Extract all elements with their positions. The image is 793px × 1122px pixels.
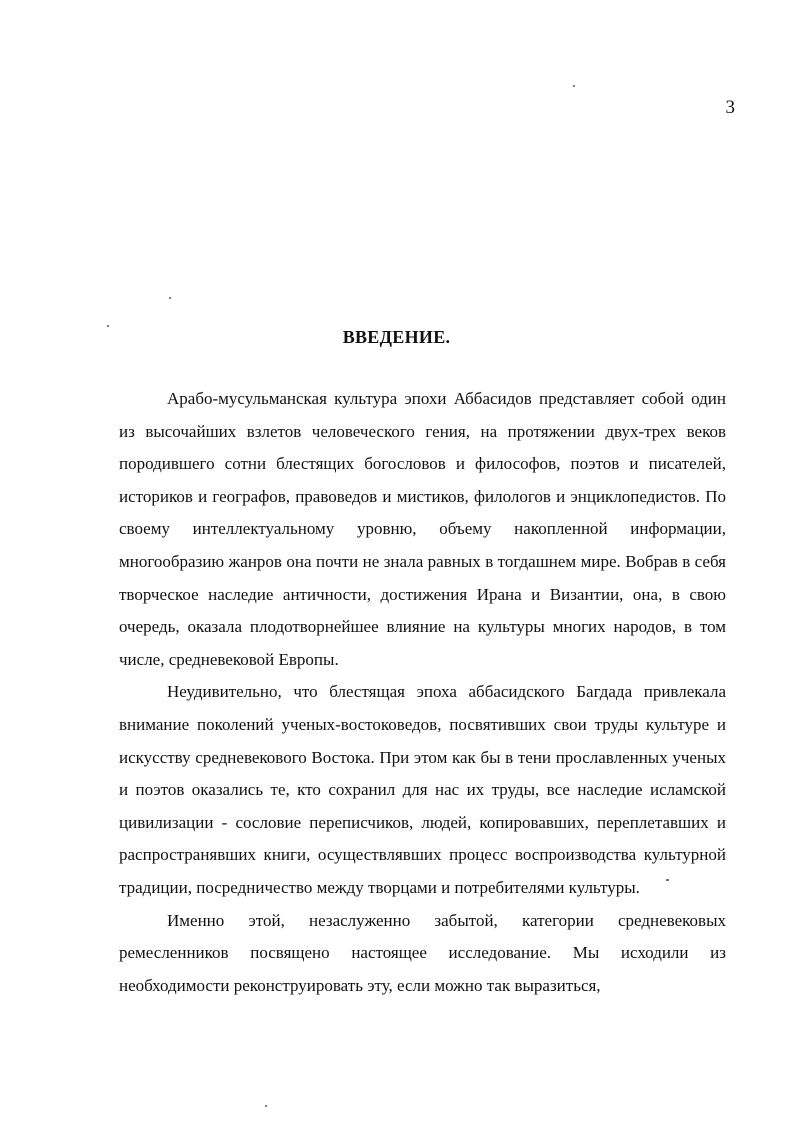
paragraph: Именно этой, незаслуженно забытой, категории средневековых ремесленников посвящено настоящее исследование. Мы исходили из необходимости реконструировать эту, если можно так выразиться, — [119, 910, 726, 995]
scan-speck — [107, 325, 109, 327]
scan-speck — [265, 1105, 267, 1107]
scan-speck — [666, 879, 669, 881]
section-heading: ВВЕДЕНИЕ. — [342, 327, 451, 347]
scan-speck — [573, 85, 575, 87]
body-text — [119, 383, 726, 1002]
page-number: 3 — [725, 97, 735, 118]
paragraph: Неудивительно, что блестящая эпоха аббасидского Багдада привлекала внимание поколений ученых-востоковедов, посвятивших свои труды культуре и искусству средневекового Востока. При этом как бы в тени прославленных ученых и поэтов оказались те, кто сохранил для нас их труды, все наследие исламской цивилизации - сословие переписчиков, людей, копировавших, переплетавших и распространявших книги, осуществлявших процесс воспроизводства культурной традиции, посредничество между творцами и потребителями культуры. — [119, 682, 726, 897]
paragraph: Арабо-мусульманская культура эпохи Аббасидов представляет собой один из высочайших взлетов человеческого гения, на протяжении двух-трех веков породившего сотни блестящих богословов и философов, поэтов и писателей, историков и географов, правоведов и мистиков, филологов и энциклопедистов. По своему интеллектуальному уровню, объему накопленной информации, многообразию жанров она почти не знала равных в тогдашнем мире. Вобрав в себя творческое наследие античности, достижения Ирана и Византии, она, в свою очередь, оказала плодотворнейшее влияние на культуры многих народов, в том числе, средневековой Европы. — [119, 389, 726, 669]
scan-speck — [169, 297, 171, 299]
